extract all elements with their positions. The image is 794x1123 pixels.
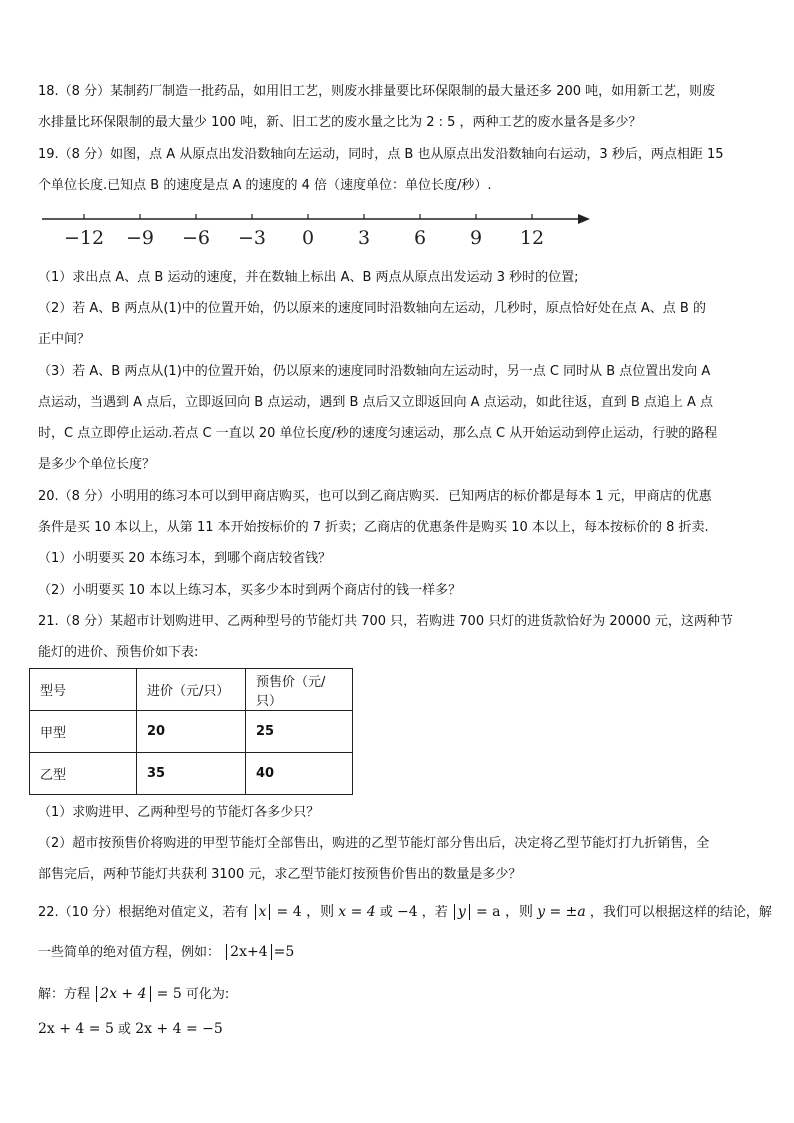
q22-text: = 4 ，则 (276, 904, 335, 920)
number-line-tick-label: 12 (519, 227, 545, 249)
number-line-tick-label: −3 (237, 227, 267, 249)
q22-math: 2x + 4 = −5 (135, 1021, 223, 1037)
q21-part-1: （1）求购进甲、乙两种型号的节能灯各多少只？ (38, 805, 320, 820)
q22-math: 2x + 4 (100, 986, 147, 1002)
table-cell: 40 (246, 753, 353, 795)
q22-math: =5 (273, 944, 295, 960)
q19-part-3-line-1: （3）若 A、B 两点从(1)中的位置开始，仍以原来的速度同时沿数轴向左运动时，另一点 C 同时从 B 点位置出发向 A (38, 364, 711, 379)
q22-line-2 (38, 943, 758, 962)
abs-equation (96, 986, 150, 1002)
q19-part-1: （1）求出点 A、点 B 运动的速度，并在数轴上标出 A、B 两点从原点出发运动 3 秒时的位置; (38, 270, 579, 285)
table-cell: 35 (137, 753, 246, 795)
number-line-figure (38, 204, 598, 254)
abs-x (255, 904, 271, 920)
q22-text: 解：方程 (38, 987, 91, 1002)
q22-line-4 (38, 1020, 758, 1039)
q19-line-2: 个单位长度.已知点 B 的速度是点 A 的速度的 4 倍（速度单位：单位长度/秒）. (38, 178, 492, 193)
q22-math: = 5 (156, 986, 182, 1002)
var-x: x (258, 904, 267, 920)
q21-line-2: 能灯的进价、预售价如下表: (38, 645, 199, 660)
number-line-tick-label: 3 (357, 227, 371, 249)
q22-math: y = ±a (537, 904, 586, 920)
q21-part-2-line-2: 部售完后，两种节能灯共获利 3100 元，求乙型节能灯按预售价售出的数量是多少？ (38, 867, 522, 882)
q20-part-2: （2）小明要买 10 本以上练习本，买多少本时到两个商店付的钱一样多？ (38, 583, 462, 598)
table-cell: 25 (246, 711, 353, 753)
q19-part-2-line-1: （2）若 A、B 两点从(1)中的位置开始，仍以原来的速度同时沿数轴向左运动，几秒时，原点恰好处在点 A、点 B 的 (38, 301, 706, 316)
table-cell: 乙型 (30, 753, 137, 795)
number-line-tick-label: 6 (413, 227, 427, 249)
abs-y (454, 904, 470, 920)
q19-part-2-line-2: 正中间？ (38, 332, 91, 347)
q22-text: 或 (379, 905, 393, 920)
q22-line-3 (38, 985, 758, 1004)
q19-line-1: 19.（8 分）如图，点 A 从原点出发沿数轴向左运动，同时，点 B 也从原点出发沿数轴向右运动，3 秒后，两点相距 15 (38, 147, 724, 162)
q18-line-1: 18.（8 分）某制药厂制造一批药品，如用旧工艺，则废水排量要比环保限制的最大量还多 200 吨，如用新工艺，则废 (38, 84, 716, 99)
q22-text: = a ，则 (475, 904, 533, 920)
q18-line-2: 水排量比环保限制的最大量少 100 吨，新、旧工艺的废水量之比为 2 : 5 ，两种工艺的废水量各是多少？ (38, 115, 642, 130)
q22-text: 可化为: (185, 987, 230, 1002)
table-row (30, 753, 353, 795)
q20-line-2: 条件是买 10 本以上，从第 11 本开始按标价的 7 折卖；乙商店的优惠条件是购买 10 本以上，每本按标价的 8 折卖. (38, 520, 709, 535)
number-line-tick-label: 9 (469, 227, 483, 249)
number-line-tick-label: −12 (63, 227, 105, 249)
number-line-tick-label: −9 (125, 227, 155, 249)
q19-part-3-line-4: 是多少个单位长度？ (38, 457, 156, 472)
var-y: y (457, 904, 466, 920)
q22-math: 2x+4 (230, 944, 268, 960)
q20-part-1: （1）小明要买 20 本练习本，到哪个商店较省钱？ (38, 551, 332, 566)
number-line-tick-label: −6 (181, 227, 211, 249)
lamp-price-table (29, 668, 353, 795)
q22-text: 或 (118, 1022, 132, 1037)
q22-math: x = 4 (338, 904, 376, 920)
table-header-row (30, 669, 353, 711)
table-row (30, 711, 353, 753)
table-header-cell: 进价（元/只） (137, 669, 246, 711)
q22-text: 22.（10 分）根据绝对值定义，若有 (38, 905, 249, 920)
table-header-cell: 型号 (30, 669, 137, 711)
q21-line-1: 21.（8 分）某超市计划购进甲、乙两种型号的节能灯共 700 只，若购进 700 只灯的进货款恰好为 20000 元，这两种节 (38, 614, 733, 629)
q21-part-2-line-1: （2）超市按预售价将购进的甲型节能灯全部售出，购进的乙型节能灯部分售出后，决定将乙型节能灯打九折销售，全 (38, 836, 710, 851)
table-cell: 20 (137, 711, 246, 753)
q19-part-3-line-3: 时，C 点立即停止运动.若点 C 一直以 20 单位长度/秒的速度匀速运动，那么点 C 从开始运动到停止运动，行驶的路程 (38, 426, 718, 441)
q19-part-3-line-2: 点运动，当遇到 A 点后，立即返回向 B 点运动，遇到 B 点后又立即返回向 A 点运动，如此往返，直到 B 点追上 A 点 (38, 395, 714, 410)
q22-text: ，我们可以根据这样的结论，解 (589, 905, 772, 920)
q22-text: 一些简单的绝对值方程，例如： (38, 945, 221, 960)
number-line-tick-label: 0 (301, 227, 315, 249)
q22-text: ，若 (421, 905, 448, 920)
table-header-cell: 预售价（元/只） (246, 669, 353, 711)
q20-line-1: 20.（8 分）小明用的练习本可以到甲商店购买，也可以到乙商店购买．已知两店的标价都是每本 1 元，甲商店的优惠 (38, 489, 712, 504)
abs-equation (226, 944, 271, 960)
q22-math: −4 (396, 904, 418, 920)
table-cell: 甲型 (30, 711, 137, 753)
q22-math: 2x + 4 = 5 (38, 1021, 114, 1037)
q22-line-1 (38, 903, 772, 922)
number-line-arrow-icon (578, 214, 590, 224)
